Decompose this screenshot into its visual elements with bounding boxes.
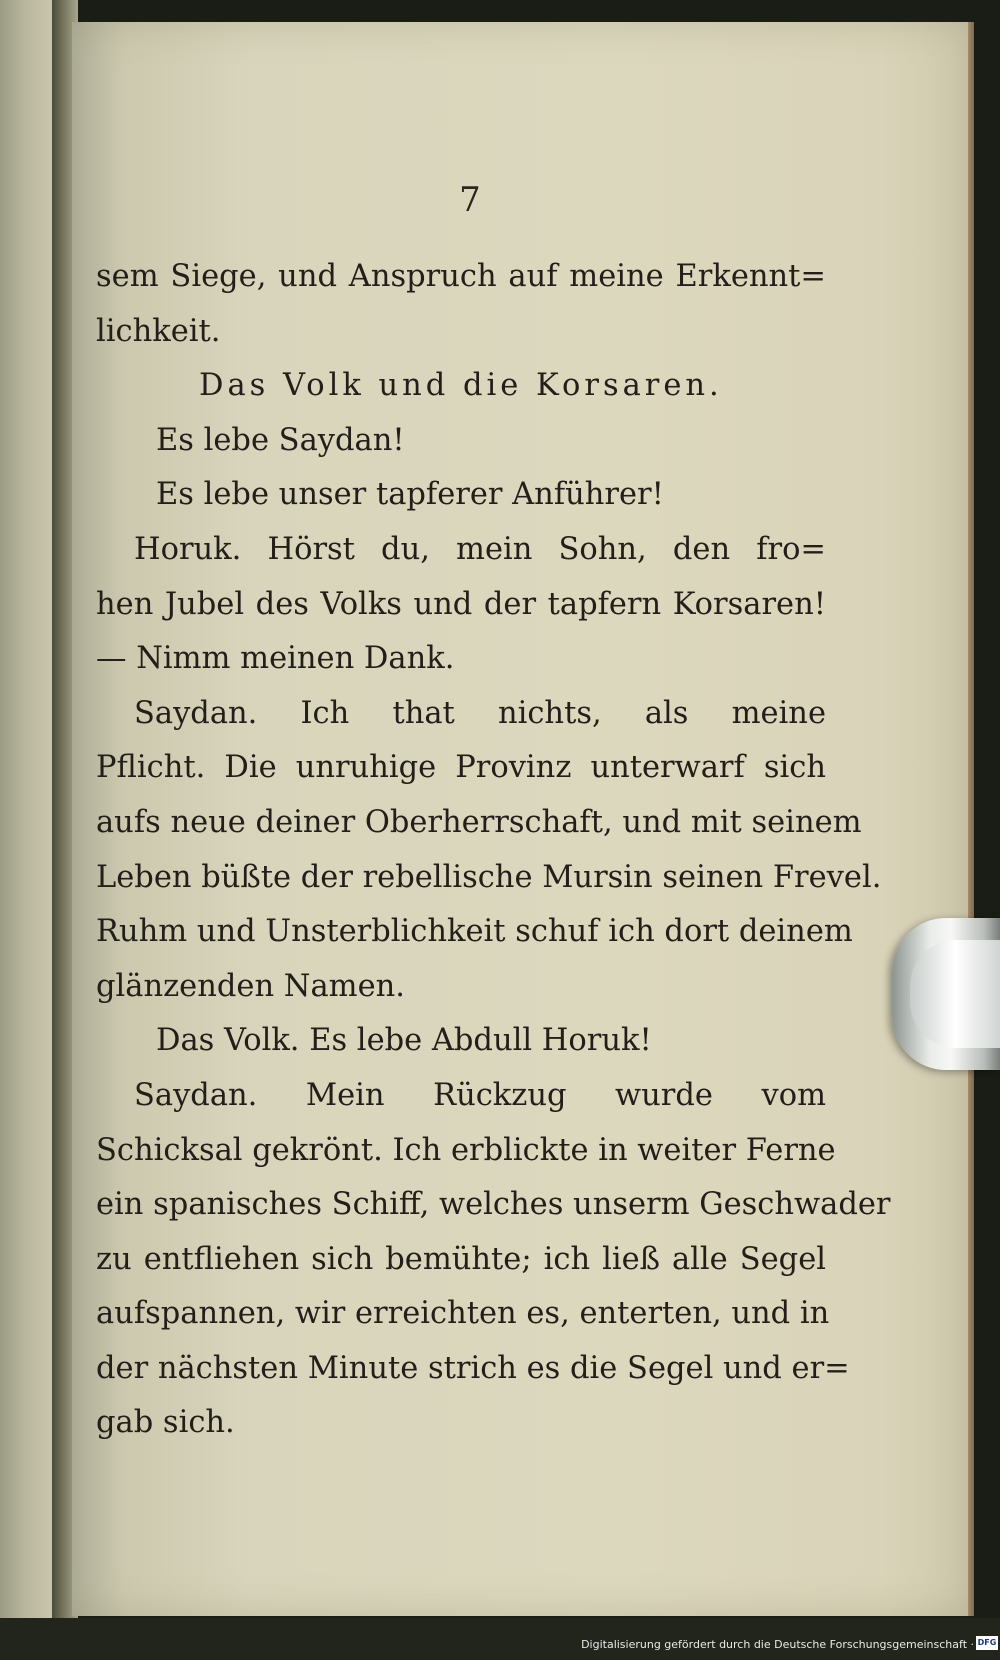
dfg-logo: DFG [976, 1636, 998, 1650]
text-line: Das Volk. Es lebe Abdull Horuk! [156, 1023, 652, 1059]
text-line: zu entfliehen sich bemühte; ich ließ alle Segel [96, 1241, 826, 1277]
left-page-edge [0, 0, 52, 1618]
text-line: Horuk. Hörst du, mein Sohn, den fro= [134, 531, 826, 567]
text-line: Pflicht. Die unruhige Provinz unterwarf sich [96, 750, 826, 786]
page-number: 7 [459, 180, 481, 220]
text-line: Leben büßte der rebellische Mursin seinen Frevel. [96, 859, 882, 895]
text-line: Ruhm und Unsterblichkeit schuf ich dort deinem [96, 914, 853, 950]
speaker-heading: Das Volk und die Korsaren. [199, 368, 723, 404]
page-edge [968, 22, 974, 1616]
text-line: der nächsten Minute strich es die Segel und er= [96, 1350, 850, 1386]
text-line: Es lebe Saydan! [156, 422, 405, 458]
text-line: Saydan. Ich that nichts, als meine [134, 695, 826, 731]
page-text [96, 250, 891, 1451]
page-clip-highlight [910, 940, 1000, 1048]
text-line: Saydan. Mein Rückzug wurde vom [134, 1077, 826, 1113]
text-line: Schicksal gekrönt. Ich erblickte in weiter Ferne [96, 1132, 836, 1168]
text-line: Es lebe unser tapferer Anführer! [156, 477, 664, 513]
digitization-credit: Digitalisierung gefördert durch die Deutsche Forschungsgemeinschaft · [581, 1638, 974, 1651]
text-line: glänzenden Namen. [96, 968, 405, 1004]
text-line: sem Siege, und Anspruch auf meine Erkennt= [96, 259, 826, 294]
text-line: aufspannen, wir erreichten es, enterten, und in [96, 1296, 830, 1332]
text-line: — Nimm meinen Dank. [96, 641, 455, 677]
page-clip [892, 918, 1000, 1070]
text-line: aufs neue deiner Oberherrschaft, und mit seinem [96, 804, 862, 840]
text-line: hen Jubel des Volks und der tapfern Korsaren! [96, 586, 826, 622]
text-line: lichkeit. [96, 313, 221, 349]
text-line: ein spanisches Schiff, welches unserm Geschwader [96, 1187, 891, 1223]
text-line: gab sich. [96, 1405, 235, 1441]
